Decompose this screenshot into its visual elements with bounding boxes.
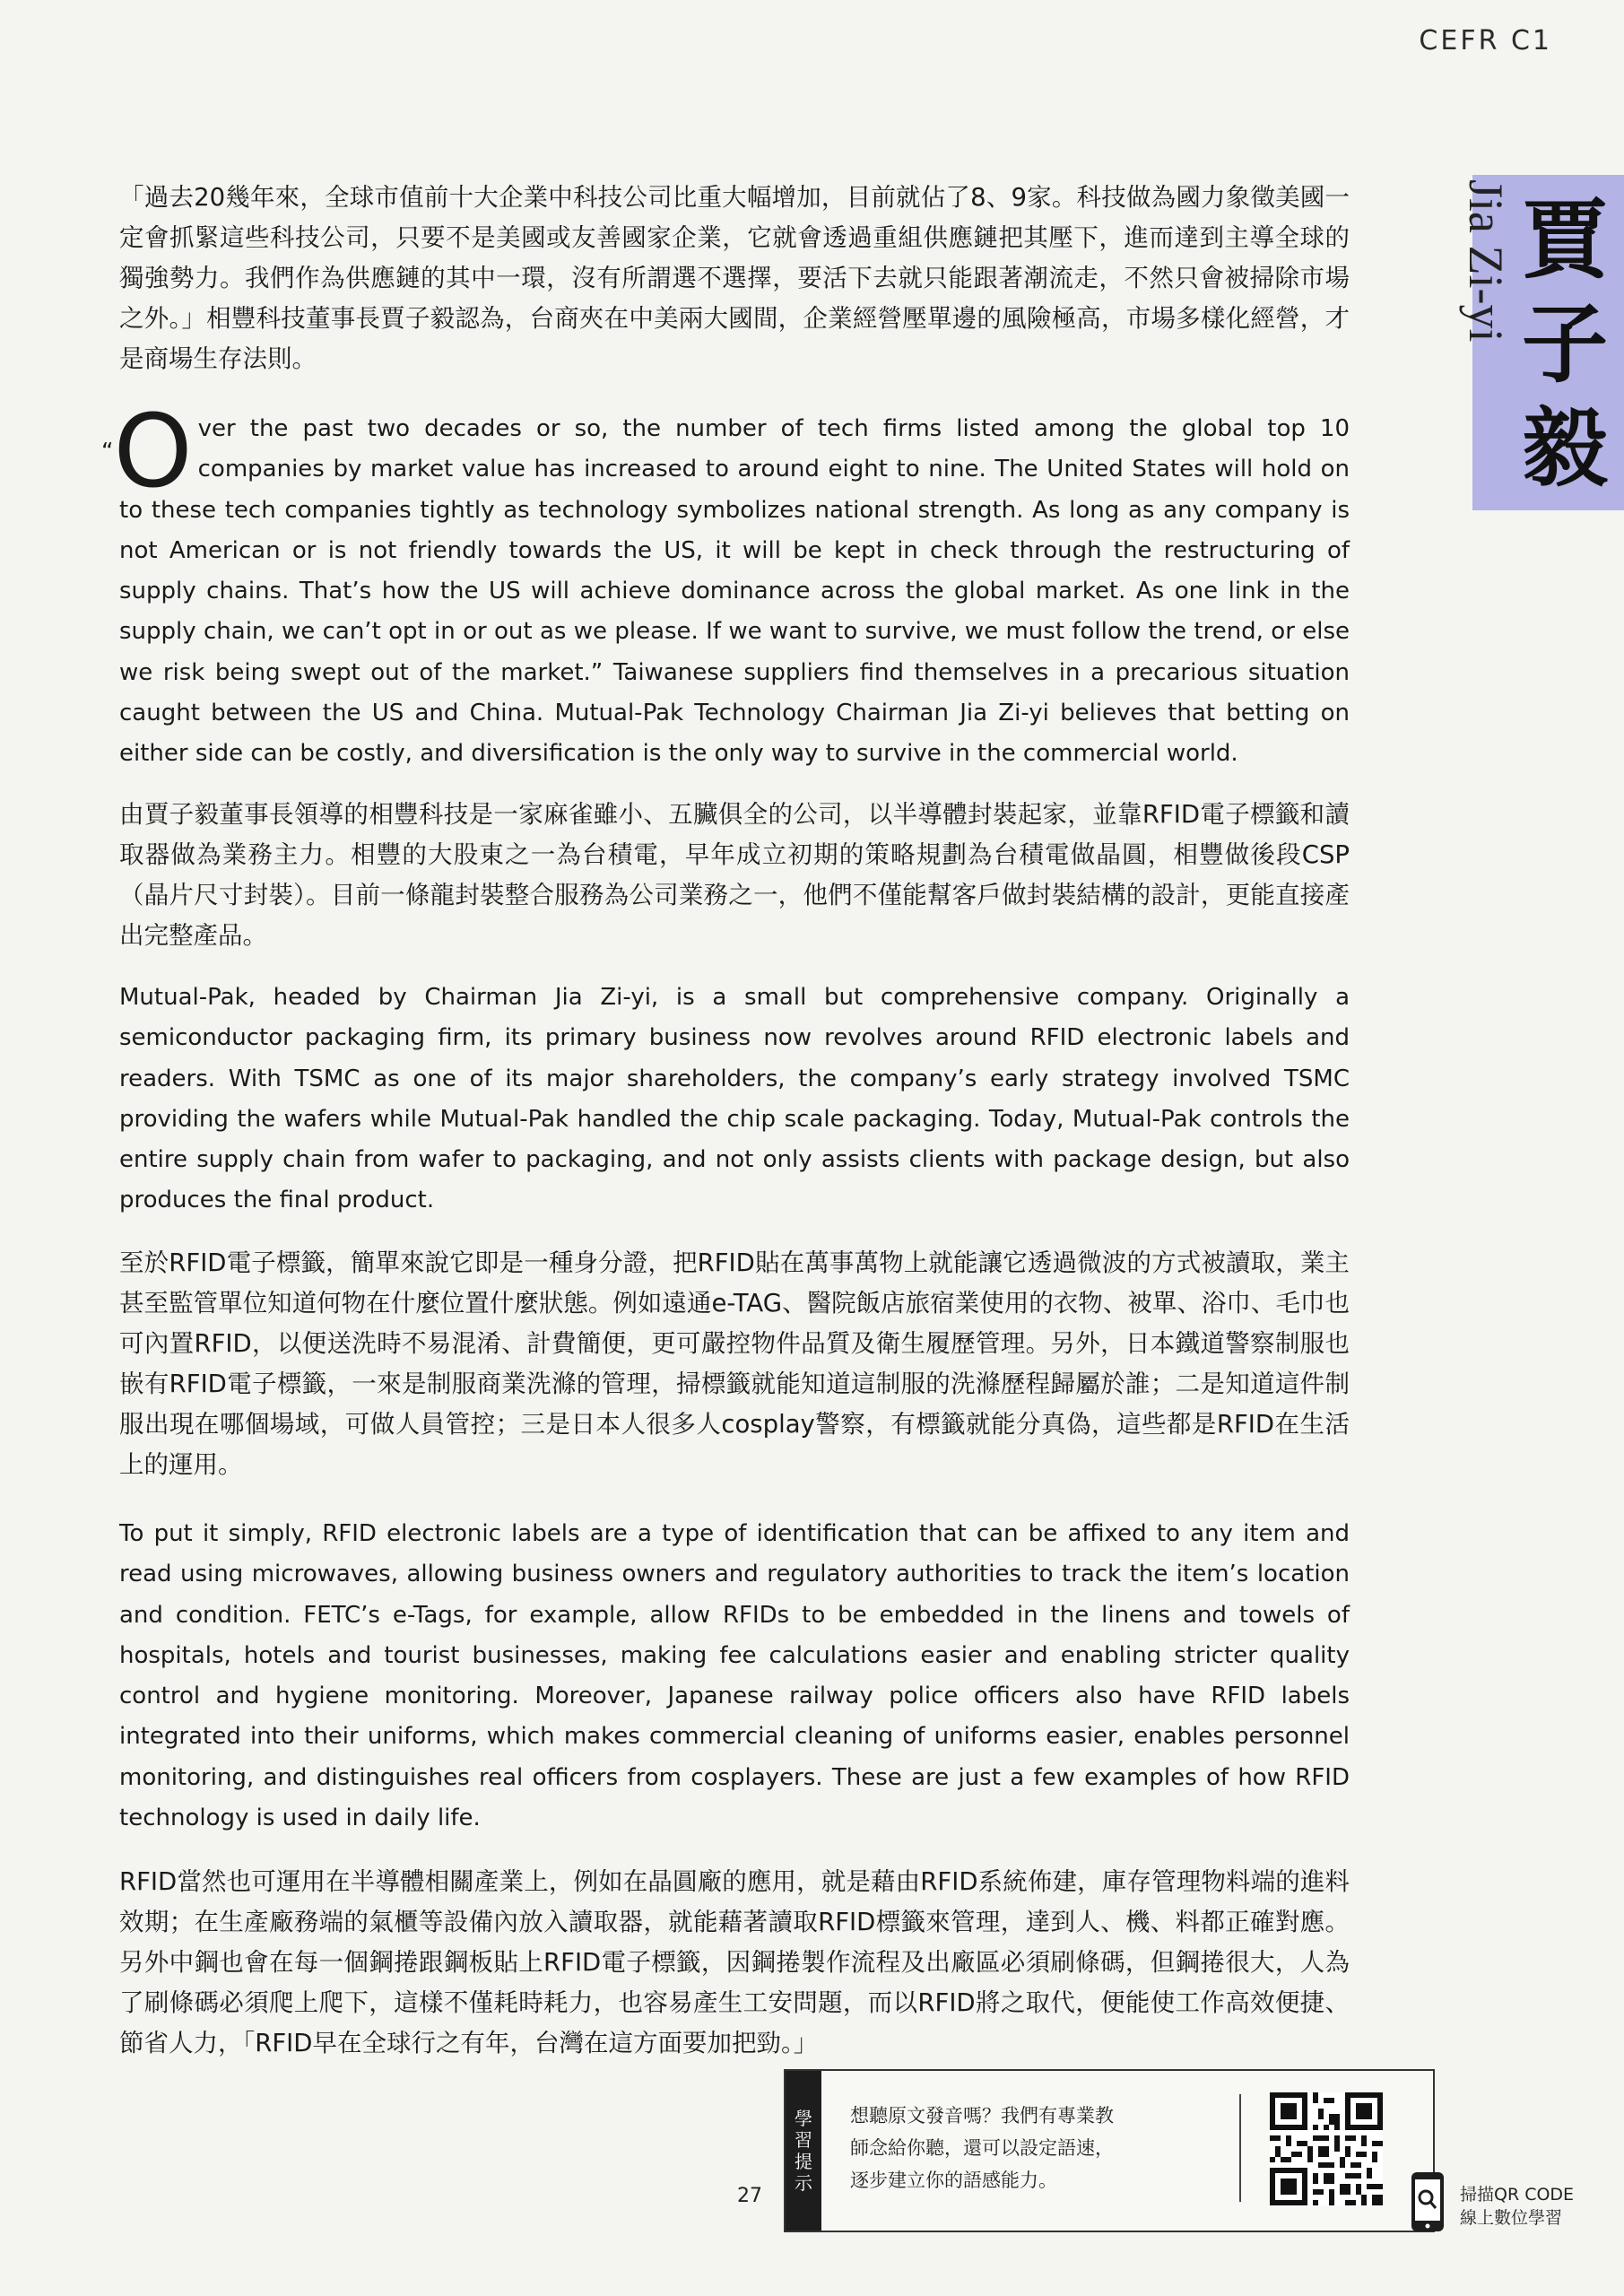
header-cefr-label: CEFR C1 <box>1419 25 1552 57</box>
name-english-vertical: Jia Zi-yi <box>1459 179 1513 343</box>
name-chinese-vertical <box>1515 188 1614 500</box>
paragraph-english-1 <box>101 394 1350 775</box>
tip-label-char: 示 <box>795 2172 812 2194</box>
learning-tip-text: 想聽原文發音嗎？我們有專業教師念給你聽，還可以設定語速，逐步建立你的語感能力。 <box>850 2105 1114 2191</box>
open-quote: “ <box>101 439 114 465</box>
name-char: 毅 <box>1522 397 1608 499</box>
scan-line-1: 掃描QR CODE <box>1460 2185 1575 2205</box>
paragraph-chinese-4: RFID當然也可運用在半導體相關產業上，例如在晶圓廠的應用，就是藉由RFID系統佈建，庫存管理物料端的進料效期；在生產廠務端的氣櫃等設備內放入讀取器，就能藉著讀取RFID標籤來管理，達到人、機、料都正確對應。另外中鋼也會在每一個鋼捲跟鋼板貼上RFID電子標籤，因鋼捲製作流程及出廠區必須刷條碼，但鋼捲很大，人為了刷條碼必須爬上爬下，這樣不僅耗時耗力，也容易產生工安問題，而以RFID將之取代，便能使工作高效便捷、節省人力，「RFID早在全球行之有年，台灣在這方面要加把勁。」 <box>119 1867 1350 2057</box>
name-char: 子 <box>1522 293 1608 395</box>
scan-qr-block <box>1410 2170 1607 2251</box>
drop-cap-letter: O <box>113 394 193 510</box>
scan-line-2: 線上數位學習 <box>1460 2208 1563 2228</box>
tip-label-char: 學 <box>795 2108 812 2129</box>
learning-tip-box <box>784 2069 1435 2232</box>
paragraph-chinese-2: 由賈子毅董事長領導的相豐科技是一家麻雀雖小、五臟俱全的公司，以半導體封裝起家，並靠RFID電子標籤和讀取器做為業務主力。相豐的大股東之一為台積電，早年成立初期的策略規劃為台積電做晶圓，相豐做後段CSP（晶片尺寸封裝）。目前一條龍封裝整合服務為公司業務之一，他們不僅能幫客戶做封裝結構的設計，更能直接產出完整產品。 <box>119 800 1350 950</box>
name-char: 賈 <box>1522 189 1608 291</box>
drop-cap <box>101 394 193 510</box>
paragraph-english-3: To put it simply, RFID electronic labels are a type of identification that can be affixed to any item and read using microwaves, allowing business owners and regulatory authorities to track the item’s location and condition. FETC’s e-Tags, for example, allow RFIDs to be embedded in the linens and towels of hospitals, hotels and tourist businesses, making fee calculations easier and enabling stricter quality control and hygiene monitoring. Moreover, Japanese railway police officers also have RFID labels integrated into their uniforms, which makes commercial cleaning of uniforms easier, enables personnel monitoring, and distinguishes real officers from cosplayers. These are just a few examples of how RFID technology is used in daily life. <box>119 1520 1350 1832</box>
learning-tip-label <box>786 2071 821 2231</box>
paragraph-chinese-3: 至於RFID電子標籤，簡單來說它即是一種身分證，把RFID貼在萬事萬物上就能讓它透過微波的方式被讀取，業主甚至監管單位知道何物在什麼位置什麼狀態。例如遠通e-TAG、醫院飯店旅宿業使用的衣物、被單、浴巾、毛巾也可內置RFID，以便送洗時不易混淆、計費簡便，更可嚴控物件品質及衛生履歷管理。另外，日本鐵道警察制服也嵌有RFID電子標籤，一來是制服商業洗滌的管理，掃標籤就能知道這制服的洗滌歷程歸屬於誰；二是知道這件制服出現在哪個場域，可做人員管控；三是日本人很多人cosplay警察，有標籤就能分真偽，這些都是RFID在生活上的運用。 <box>119 1248 1350 1479</box>
page-number: 27 <box>737 2185 762 2207</box>
tip-label-char: 提 <box>795 2151 812 2172</box>
qr-code-icon[interactable] <box>1270 2092 1383 2205</box>
paragraph-english-2: Mutual-Pak, headed by Chairman Jia Zi-yi, is a small but comprehensive company. Originally a semiconductor packaging firm, its primary business now revolves around RFID electronic labels and readers. With TSMC as one of its major shareholders, the company’s early strategy involved TSMC providing the wafers while Mutual-Pak handled the chip scale packaging. Today, Mutual-Pak controls the entire supply chain from wafer to packaging, and not only assists clients with package design, but also produces the final product. <box>119 984 1350 1214</box>
scan-instruction <box>1460 2183 1574 2230</box>
paragraph-chinese-1: 「過去20幾年來，全球市值前十大企業中科技公司比重大幅增加，目前就佔了8、9家。科技做為國力象徵美國一定會抓緊這些科技公司，只要不是美國或友善國家企業，它就會透過重組供應鏈把其壓下，進而達到主導全球的獨強勢力。我們作為供應鏈的其中一環，沒有所謂選不選擇，要活下去就只能跟著潮流走，不然只會被掃除市場之外。」相豐科技董事長賈子毅認為，台商夾在中美兩大國間，企業經營壓單邊的風險極高，市場多樣化經營，才是商場生存法則。 <box>119 183 1350 373</box>
phone-search-icon <box>1410 2170 1446 2233</box>
tip-divider <box>1239 2094 1241 2202</box>
paragraph-english-1-text: ver the past two decades or so, the number of tech firms listed among the global top 10 companies by market value has increased to around eight to nine. The United States will hold on to these tech companies tightly as technology symbolizes national strength. As long as any company is not American or is not friendly towards the US, it will be kept in check through the restructuring of supply chains. That’s how the US will achieve dominance across the global market. As one link in the supply chain, we can’t opt in or out as we please. If we want to survive, we must follow the trend, or else we risk being swept out of the market.” Taiwanese suppliers find themselves in a precarious situation caught between the US and China. Mutual-Pak Technology Chairman Jia Zi-yi believes that betting on either side can be costly, and diversification is the only way to survive in the commercial world. <box>119 415 1350 768</box>
tip-label-char: 習 <box>795 2129 812 2151</box>
